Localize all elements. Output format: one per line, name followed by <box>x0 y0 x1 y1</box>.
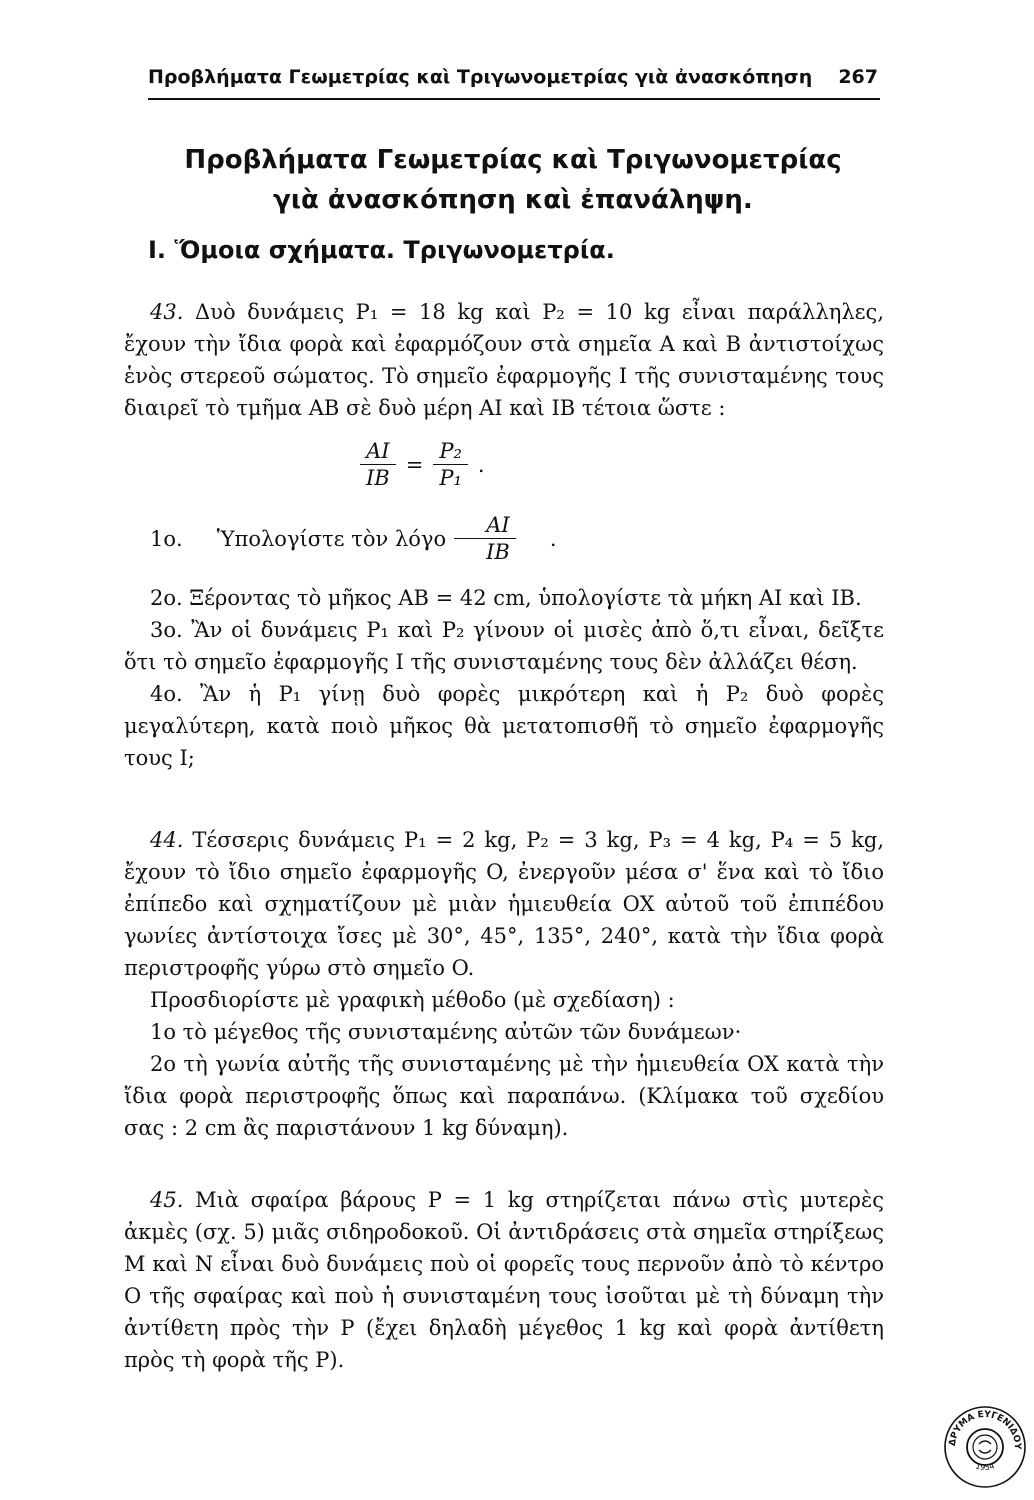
fraction-ai-ib: $\frac{AI}{IB}$ <box>360 438 396 491</box>
question-1-text: Ὑπολογίστε τὸν λόγο <box>216 526 447 551</box>
section-heading: I. Ὅμοια σχήματα. Τριγωνομετρία. <box>148 236 615 264</box>
equation-period: . <box>477 452 485 477</box>
problem-43-question-1: 1ο. Ὑπολογίστε τὸν λόγο $\frac{AI}{IB}$ . <box>124 512 884 565</box>
problem-44-item-1: 1ο τὸ μέγεθος τῆς συνισταμένης αὐτῶν τῶν δυνάμεων· <box>150 1020 742 1044</box>
problem-43-text: Δυὸ δυνάμεις P₁ = 18 kg καὶ P₂ = 10 kg εἶναι παράλληλες, ἔχουν τὴν ἴδια φορὰ καὶ ἐφαρμόζουν στὰ σημεῖα A καὶ B ἀντιστοίχως ἑνὸς στερεοῦ σώματος. Τὸ σημεῖο ἐφαρμογῆς I τῆς συνισταμένης τους διαιρεῖ τὸ τμῆμα AB σὲ δυὸ μέρη AI καὶ IB τέτοια ὥστε : <box>124 300 884 420</box>
svg-text:1954 <box>974 1461 995 1472</box>
running-title: Προβλήματα Γεωμετρίας καὶ Τριγωνομετρίας γιὰ ἀνασκόπηση <box>148 66 813 88</box>
chapter-title-line-2: γιὰ ἀνασκόπηση καὶ ἐπανάληψη. <box>273 185 753 215</box>
problem-43 <box>124 296 884 424</box>
question-2: 2ο. Ξέροντας τὸ μῆκος AB = 42 cm, ὑπολογίστε τὰ μήκη AI καὶ IB. <box>150 586 862 610</box>
running-header <box>148 66 878 88</box>
problem-45 <box>124 1184 884 1376</box>
problem-43-number: 43. <box>150 300 184 324</box>
foundation-stamp <box>942 1404 1028 1490</box>
stamp-top-text: ΔΡΥΜΑ ΕΥΓΕΝΙΔΟΥ <box>947 1409 1023 1450</box>
fraction-p2-p1: $\frac{\text{P₂}}{\text{P₁}}$ <box>433 438 468 491</box>
ratio-equation <box>360 438 485 491</box>
question-3: 3ο. Ἂν οἱ δυνάμεις P₁ καὶ P₂ γίνουν οἱ μισὲς ἀπὸ ὅ,τι εἶναι, δεῖξτε ὅτι τὸ σημεῖο ἐφαρμογῆς I τῆς συνισταμένης τους δὲν ἀλλάζει θέση. <box>124 618 884 674</box>
header-rule <box>148 98 880 100</box>
chapter-title-line-1: Προβλήματα Γεωμετρίας καὶ Τριγωνομετρίας <box>184 145 842 175</box>
problem-45-number: 45. <box>150 1188 184 1212</box>
problem-44-instruction: Προσδιορίστε μὲ γραφικὴ μέθοδο (μὲ σχεδίαση) : <box>150 988 675 1012</box>
equals-sign: = <box>405 452 424 477</box>
problem-44-number: 44. <box>150 828 184 852</box>
problem-45-text: Μιὰ σφαίρα βάρους P = 1 kg στηρίζεται πάνω στὶς μυτερὲς ἀκμὲς (σχ. 5) μιᾶς σιδηροδοκοῦ. Οἱ ἀντιδράσεις στὰ σημεῖα στηρίξεως M καὶ N εἶναι δυὸ δυνάμεις ποὺ οἱ φορεῖς τους περνοῦν ἀπὸ τὸ κέντρο O τῆς σφαίρας καὶ ποὺ ἡ συνισταμένη τους ἰσοῦται μὲ τὴ δύναμη τὴν ἀντίθετη πρὸς τὴν P (ἔχει δηλαδὴ μέγεθος 1 kg καὶ φορὰ ἀντίθετη πρὸς τὴ φορὰ τῆς P). <box>124 1188 884 1372</box>
problem-44 <box>124 824 884 1144</box>
chapter-title <box>148 140 878 220</box>
svg-text:ΙΔΡΥΜΑ ΕΥΓΕΝΙΔΟΥ <box>942 1404 1022 1450</box>
fraction-ai-ib-inline: $\frac{AI}{IB}$ <box>454 512 516 565</box>
problem-44-item-2: 2ο τὴ γωνία αὐτῆς τῆς συνισταμένης μὲ τὴν ἡμιευθεία OX κατὰ τὴν ἴδια φορὰ περιστροφῆς ὅπως καὶ παραπάνω. (Κλίμακα τοῦ σχεδίου σας : 2 cm ἂς παριστάνουν 1 kg δύναμη). <box>124 1052 884 1140</box>
problem-43-questions <box>124 582 884 774</box>
page-number: 267 <box>838 66 878 88</box>
stamp-year: 1954 <box>974 1461 996 1472</box>
question-4: 4ο. Ἂν ἡ P₁ γίνῃ δυὸ φορὲς μικρότερη καὶ ἡ P₂ δυὸ φορὲς μεγαλύτερη, κατὰ ποιὸ μῆκος θὰ μετατοπισθῆ τὸ σημεῖο ἐφαρμογῆς τους I; <box>124 682 884 770</box>
question-1-label: 1ο. <box>150 526 183 551</box>
problem-44-text: Τέσσερις δυνάμεις P₁ = 2 kg, P₂ = 3 kg, P₃ = 4 kg, P₄ = 5 kg, ἔχουν τὸ ἴδιο σημεῖο ἐφαρμογῆς O, ἐνεργοῦν μέσα σ' ἕνα καὶ τὸ ἴδιο ἐπίπεδο καὶ σχηματίζουν μὲ μιὰν ἡμιευθεία OX αὐτοῦ τοῦ ἐπιπέδου γωνίες ἀντίστοιχα ἴσες μὲ 30°, 45°, 135°, 240°, κατὰ τὴν ἴδια φορὰ περιστροφῆς γύρω στὸ σημεῖο O. <box>124 828 884 980</box>
